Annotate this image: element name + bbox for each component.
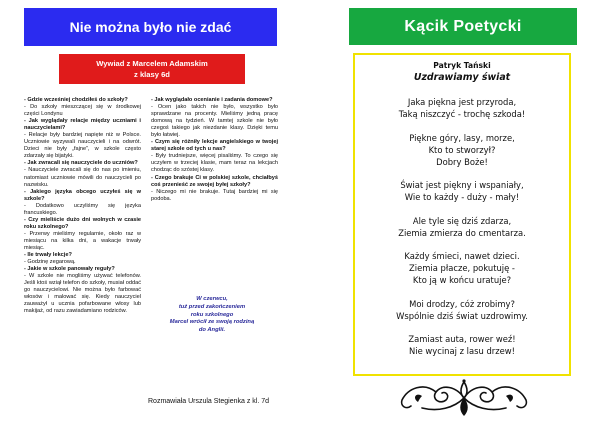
interview-question: - Jak wyglądały relacje między uczniami i nauczycielami?: [24, 118, 141, 132]
interview-answer: - Relacje były bardziej napięte niż w Polsce. Uczniowie wyzywali nauczycieli i na odwrót. Dzieci nie były „fajne”, w szkole często zdarzały się bijatyki.: [24, 132, 141, 160]
poetry-section-title: Kącik Poetycki: [404, 17, 522, 35]
interview-answer: - Godzinę zegarową.: [24, 259, 76, 266]
poetry-banner: [349, 8, 577, 45]
poem-frame: [353, 53, 571, 376]
poem-line: Świat jest piękny i wspaniały,: [400, 180, 524, 190]
interview-header: [59, 54, 245, 84]
poem-body: [355, 96, 569, 357]
poem-line: Taką niszczyć - trochę szkoda!: [398, 109, 526, 119]
poem-line: Nie wycinaj z lasu drzew!: [409, 346, 515, 356]
interview-question: - Czym się różniły lekcje angielskiego w twojej starej szkole od tych u nas?: [151, 139, 278, 153]
byline: Rozmawiała Urszula Stegienka z kl. 7d: [148, 398, 269, 405]
poem-stanza: [355, 179, 569, 203]
article-banner: [24, 8, 277, 46]
interview-title-line: Wywiad z Marcelem Adamskim: [96, 59, 208, 68]
poem-stanza: [355, 298, 569, 322]
poem-line: Moi drodzy, cóż zrobimy?: [409, 298, 515, 309]
interview-question: - Jak wyglądało ocenianie i zadania domowe?: [151, 97, 273, 103]
interview-column-1: [24, 97, 141, 315]
poem-line: Kto to stworzył?: [428, 144, 496, 155]
interview-answer: - Przerwy mieliśmy regularnie, około raz w miesiącu na kilka dni, a wakacje trwały miesiąc.: [24, 230, 141, 251]
interview-question: - Jak zwracali się nauczyciele do uczniów?: [24, 160, 138, 167]
poem-line: Wspólnie dziś świat uzdrowimy.: [396, 310, 528, 321]
poem-title: Uzdrawiamy świat: [413, 72, 511, 83]
closing-note: [152, 296, 272, 335]
poem-line: Piękne góry, lasy, morze,: [409, 132, 515, 143]
flourish-ornament-icon: [398, 378, 530, 418]
interview-answer: - Niczego mi nie brakuje. Tutaj bardziej mi się podoba.: [151, 188, 278, 202]
interview-question: - Gdzie wcześniej chodziłeś do szkoły?: [24, 97, 128, 103]
poem-line: Ziemia zmierza do cmentarza.: [398, 227, 526, 238]
closing-note-line: W czerwcu,: [196, 296, 228, 302]
closing-note-line: Marcel wrócił ze swoją rodziną: [169, 319, 255, 326]
interview-answer: - Były trudniejsze, więcej pisaliśmy. To czego się uczyłem w trzeciej klasie, mam teraz na lekcjach chodząc do szóstej klasy.: [151, 153, 278, 174]
poem-line: Ziemia płacze, pokutuję -: [409, 263, 515, 273]
closing-note-line: roku szkolnego: [190, 311, 234, 318]
interview-answer: - W szkole nie mogliśmy używać telefonów. Jeśli ktoś wziął telefon do szkoły, musiał oddać go nauczycielowi. Nie można było farbować włosów i malować się. Kiedy nauczyciel zauważył u ucznia pofarbowane włosy lub makijaż, od razu zawiadamiano rodziców.: [24, 273, 141, 315]
poem-stanza: [355, 215, 569, 239]
poem-stanza: [355, 96, 569, 120]
poem-line: Zamiast auta, rower weź!: [408, 334, 516, 344]
interview-question: - Ile trwały lekcje?: [24, 252, 72, 259]
interview-answer: - Nauczyciele zwracali się do nas po imieniu, natomiast uczniowie mówili do nauczycieli po nazwisku.: [24, 167, 141, 188]
poem-stanza: [355, 333, 569, 357]
interview-answer: - Ocen jako takich nie było, wszystko było sprawdzane na procenty. Mieliśmy jedną pracę domową na tydzień. W tamtej szkole nie było czegoś takiego jak niezdanie klasy. Dzięki temu było łatwiej.: [151, 104, 278, 139]
interview-title-line: z klasy 6d: [134, 70, 170, 79]
interview-question: - Jakie w szkole panowały reguły?: [24, 266, 115, 273]
interview-answer: - Do szkoły mieszczącej się w środkowej części Londynu: [24, 104, 141, 118]
interview-column-2: [151, 97, 278, 203]
interview-answer: - Dodatkowo uczyliśmy się języka francuskiego.: [24, 202, 141, 216]
poem-stanza: [355, 250, 569, 286]
poem-stanza: [355, 132, 569, 168]
closing-note-line: tuż przed zakończeniem: [178, 303, 246, 310]
interview-question: - Jakiego języka obcego uczyłeś się w szkole?: [24, 188, 141, 202]
poem-line: Każdy śmieci, nawet dzieci.: [404, 251, 520, 261]
interview-question: - Czego brakuje Ci w polskiej szkole, chciałbyś coś przenieść ze swojej byłej szkoły?: [151, 174, 278, 188]
closing-note-line: do Anglii.: [198, 327, 226, 334]
poem-author: Patryk Tański: [433, 61, 491, 70]
poem-line: Ale tyle się dziś zdarza,: [412, 215, 512, 226]
poem-line: Jaka piękna jest przyroda,: [407, 97, 517, 107]
poem-line: Kto ją w końcu uratuje?: [412, 275, 512, 285]
poem-line: Dobry Boże!: [436, 156, 488, 167]
interview-question: - Czy mieliście dużo dni wolnych w czasie roku szkolnego?: [24, 216, 141, 230]
article-title: Nie można było nie zdać: [69, 19, 232, 35]
poem-line: Wie to każdy - duży - mały!: [404, 192, 520, 202]
